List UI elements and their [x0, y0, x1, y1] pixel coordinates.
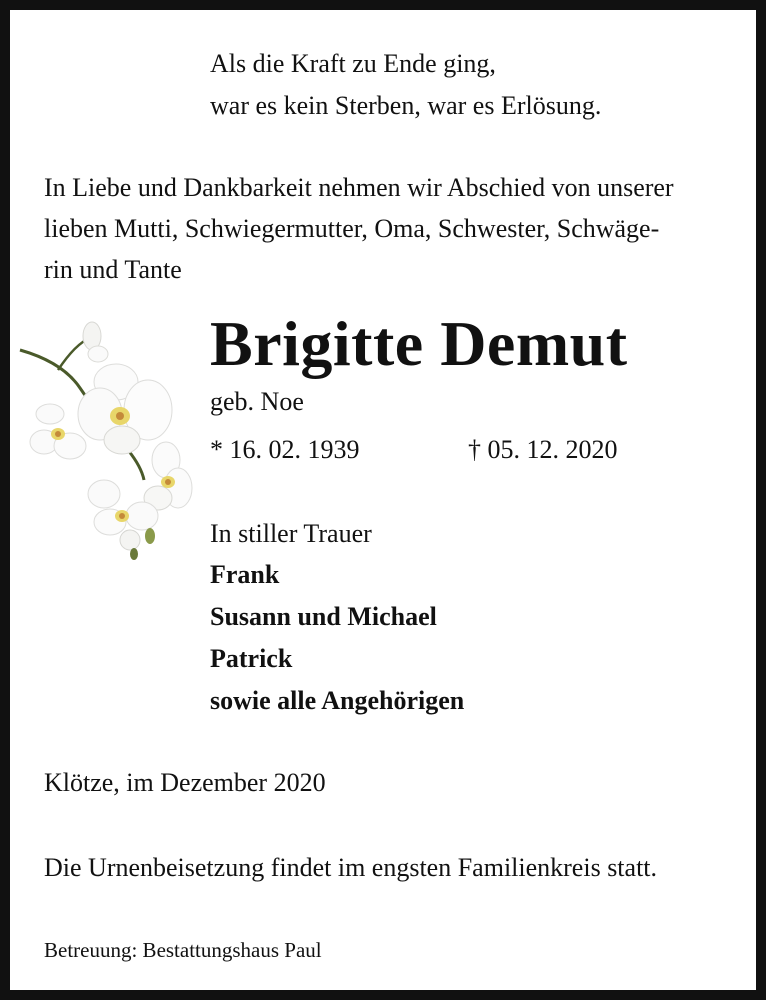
burial-note: Die Urnenbeisetzung findet im engsten Familienkreis statt. [44, 853, 658, 882]
white-orchid-icon [18, 310, 198, 560]
undertaker-credit: Betreuung: Bestattungshaus Paul [44, 938, 322, 962]
mourner-name: Susann und Michael [210, 602, 437, 631]
mourner-name: Patrick [210, 644, 293, 673]
death-date: † 05. 12. 2020 [468, 435, 618, 464]
intro-line-1: In Liebe und Dankbarkeit nehmen wir Abschied von unserer [44, 173, 674, 202]
quote-line-2: war es kein Sterben, war es Erlösung. [210, 91, 602, 120]
maiden-name: geb. Noe [210, 387, 304, 416]
quote-line-1: Als die Kraft zu Ende ging, [210, 49, 496, 78]
mourning-heading: In stiller Trauer [210, 519, 372, 548]
mourner-name: sowie alle Angehörigen [210, 686, 465, 715]
intro-line-2: lieben Mutti, Schwiegermutter, Oma, Schwester, Schwäge- [44, 214, 660, 243]
intro-line-3: rin und Tante [44, 255, 182, 284]
place-and-date: Klötze, im Dezember 2020 [44, 768, 326, 797]
deceased-name: Brigitte Demut [210, 308, 628, 379]
birth-date: * 16. 02. 1939 [210, 435, 360, 464]
mourner-name: Frank [210, 560, 280, 589]
